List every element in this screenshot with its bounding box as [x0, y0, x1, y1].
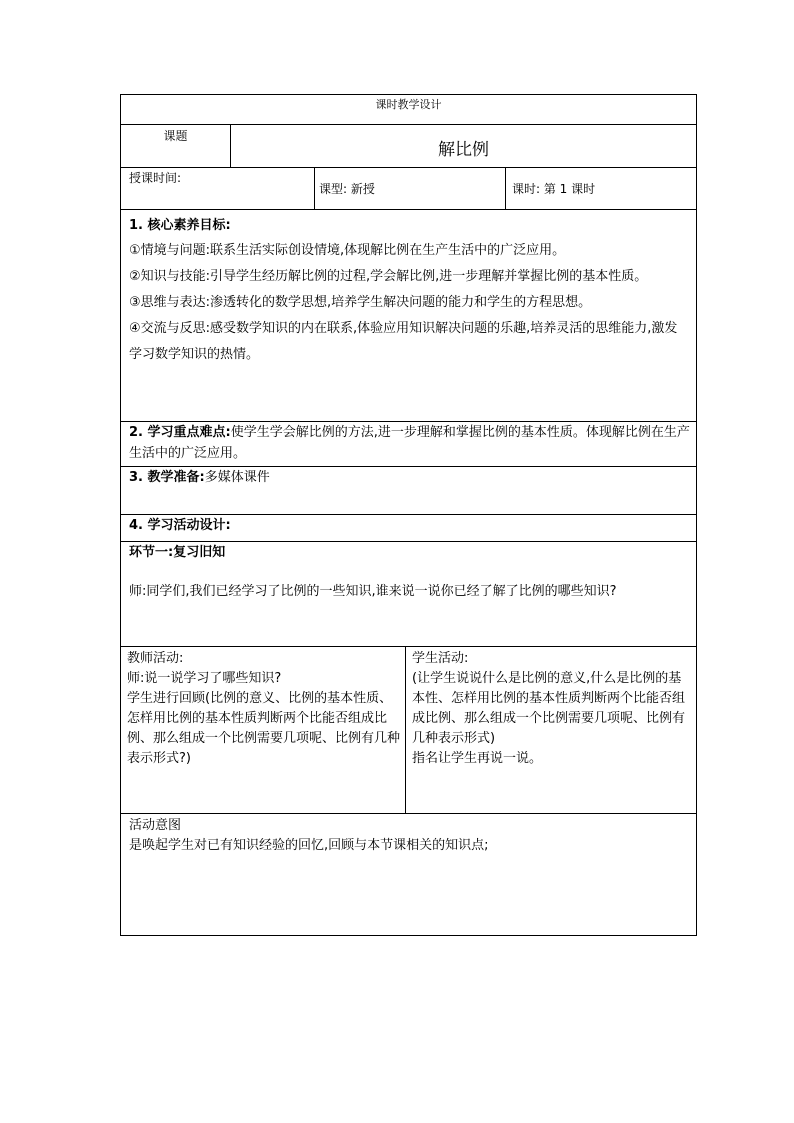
- goal-item: ③思维与表达:渗透转化的数学思想,培养学生解决问题的能力和学生的方程思想。: [129, 295, 592, 310]
- goals-heading: 1. 核心素养目标:: [129, 218, 231, 233]
- intent-label: 活动意图: [129, 818, 182, 833]
- goal-item: ②知识与技能:引导学生经历解比例的过程,学会解比例,进一步理解并掌握比例的基本性质。: [129, 269, 648, 284]
- student-activity-cell: [406, 647, 696, 813]
- goal-item: ④交流与反思:感受数学知识的内在联系,体验应用知识解决问题的乐趣,培养灵活的思维能力,激发学习数学知识的热情。: [129, 321, 678, 362]
- lesson-title: 解比例: [438, 140, 489, 160]
- intent-text: 是唤起学生对已有知识经验的回忆,回顾与本节课相关的知识点;: [129, 838, 489, 853]
- student-activity-line: 指名让学生再说一说。: [412, 751, 543, 766]
- prep-heading: 3. 教学准备:: [129, 470, 205, 485]
- table-header-row: [121, 95, 696, 125]
- teacher-activity-cell: [121, 647, 406, 813]
- topic-label: 课题: [121, 125, 231, 167]
- title-row: [121, 125, 696, 168]
- goals-section: [121, 210, 696, 422]
- step-one-text: 师:同学们,我们已经学习了比例的一些知识,谁来说一说你已经了解了比例的哪些知识?: [129, 584, 617, 599]
- activity-heading-row: [121, 515, 696, 542]
- student-activity-line: (让学生说说什么是比例的意义,什么是比例的基本性、怎样用比例的基本性质判断两个比能否组成比例、那么组成一个比例需要几项呢、比例有几种表示形式): [412, 671, 686, 746]
- intent-section: [121, 814, 696, 935]
- prep-section: [121, 467, 696, 515]
- lesson-type-label: 课型: 新授: [315, 168, 506, 209]
- teaching-time-label: 授课时间:: [121, 168, 315, 209]
- activity-heading: 4. 学习活动设计:: [129, 518, 231, 533]
- table-header-label: 课时教学设计: [375, 98, 442, 111]
- goal-item: ①情境与问题:联系生活实际创设情境,体现解比例在生产生活中的广泛应用。: [129, 243, 566, 258]
- teacher-activity-label: 教师活动:: [127, 651, 184, 666]
- prep-text: 多媒体课件: [204, 470, 270, 485]
- student-activity-label: 学生活动:: [412, 651, 469, 666]
- step-one-section: [121, 542, 696, 647]
- activities-row: [121, 647, 696, 814]
- meta-row: [121, 168, 696, 210]
- step-one-heading: 环节一:复习旧知: [129, 545, 226, 560]
- lesson-plan-table: [120, 94, 697, 936]
- teacher-activity-line: 师:说一说学习了哪些知识?: [127, 671, 282, 686]
- key-points-text: 使学生学会解比例的方法,进一步理解和掌握比例的基本性质。体现解比例在生产生活中的广泛应用。: [129, 425, 690, 461]
- lesson-period-label: 课时: 第 1 课时: [512, 182, 596, 196]
- teacher-activity-line: 学生进行回顾(比例的意义、比例的基本性质、怎样用比例的基本性质判断两个比能否组成比例、那么组成一个比例需要几项呢、比例有几种表示形式?): [127, 691, 401, 766]
- key-points-section: [121, 422, 696, 467]
- key-points-heading: 2. 学习重点难点:: [129, 425, 231, 440]
